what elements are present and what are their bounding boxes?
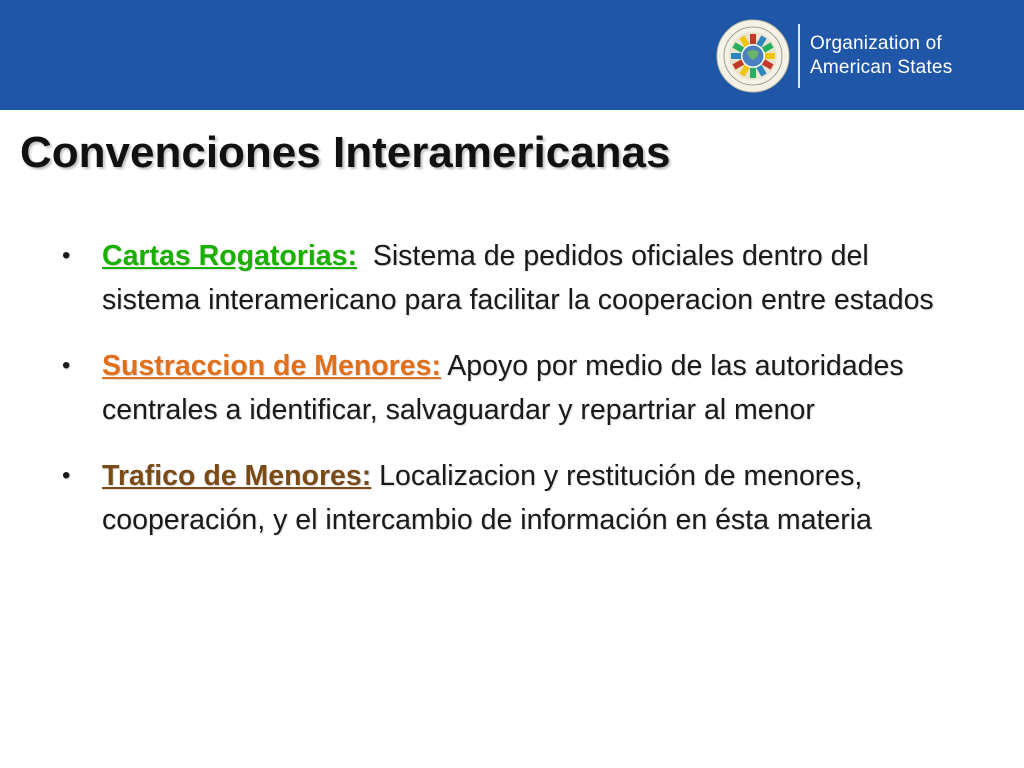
bullet-list <box>60 234 960 564</box>
bullet-term: Sustraccion de Menores <box>102 350 432 382</box>
bullet-dot-icon: • <box>62 352 71 379</box>
org-name-line2: American States <box>810 57 953 78</box>
bullet-dot-icon: • <box>62 462 71 489</box>
bullet-text: Sistema de pedidos oficiales dentro del sistema interamericano para facilitar la cooperacion entre estados <box>102 240 934 316</box>
bullet-item-cartas-rogatorias <box>60 234 960 322</box>
bullet-dot-icon: • <box>62 242 71 269</box>
bullet-term: Cartas Rogatorias <box>102 240 348 272</box>
bullet-item-trafico-de-menores <box>60 454 960 542</box>
bullet-term-colon: : <box>431 350 441 382</box>
bullet-item-sustraccion-de-menores <box>60 344 960 432</box>
org-name-line1: Organization of <box>810 33 942 54</box>
org-name <box>810 32 952 80</box>
bullet-text: Apoyo por medio de las autoridades centrales a identificar, salvaguardar y repartriar al menor <box>102 350 912 426</box>
bullet-term-colon: : <box>347 240 357 272</box>
bullet-term: Trafico de Menores: <box>102 460 372 492</box>
org-divider <box>798 24 800 88</box>
slide-title: Convenciones Interamericanas <box>20 128 671 177</box>
oas-seal-logo <box>716 19 790 93</box>
org-logo-block <box>716 18 952 94</box>
bullet-text: Localizacion y restitución de menores, cooperación, y el intercambio de información en ésta materia <box>102 460 872 536</box>
